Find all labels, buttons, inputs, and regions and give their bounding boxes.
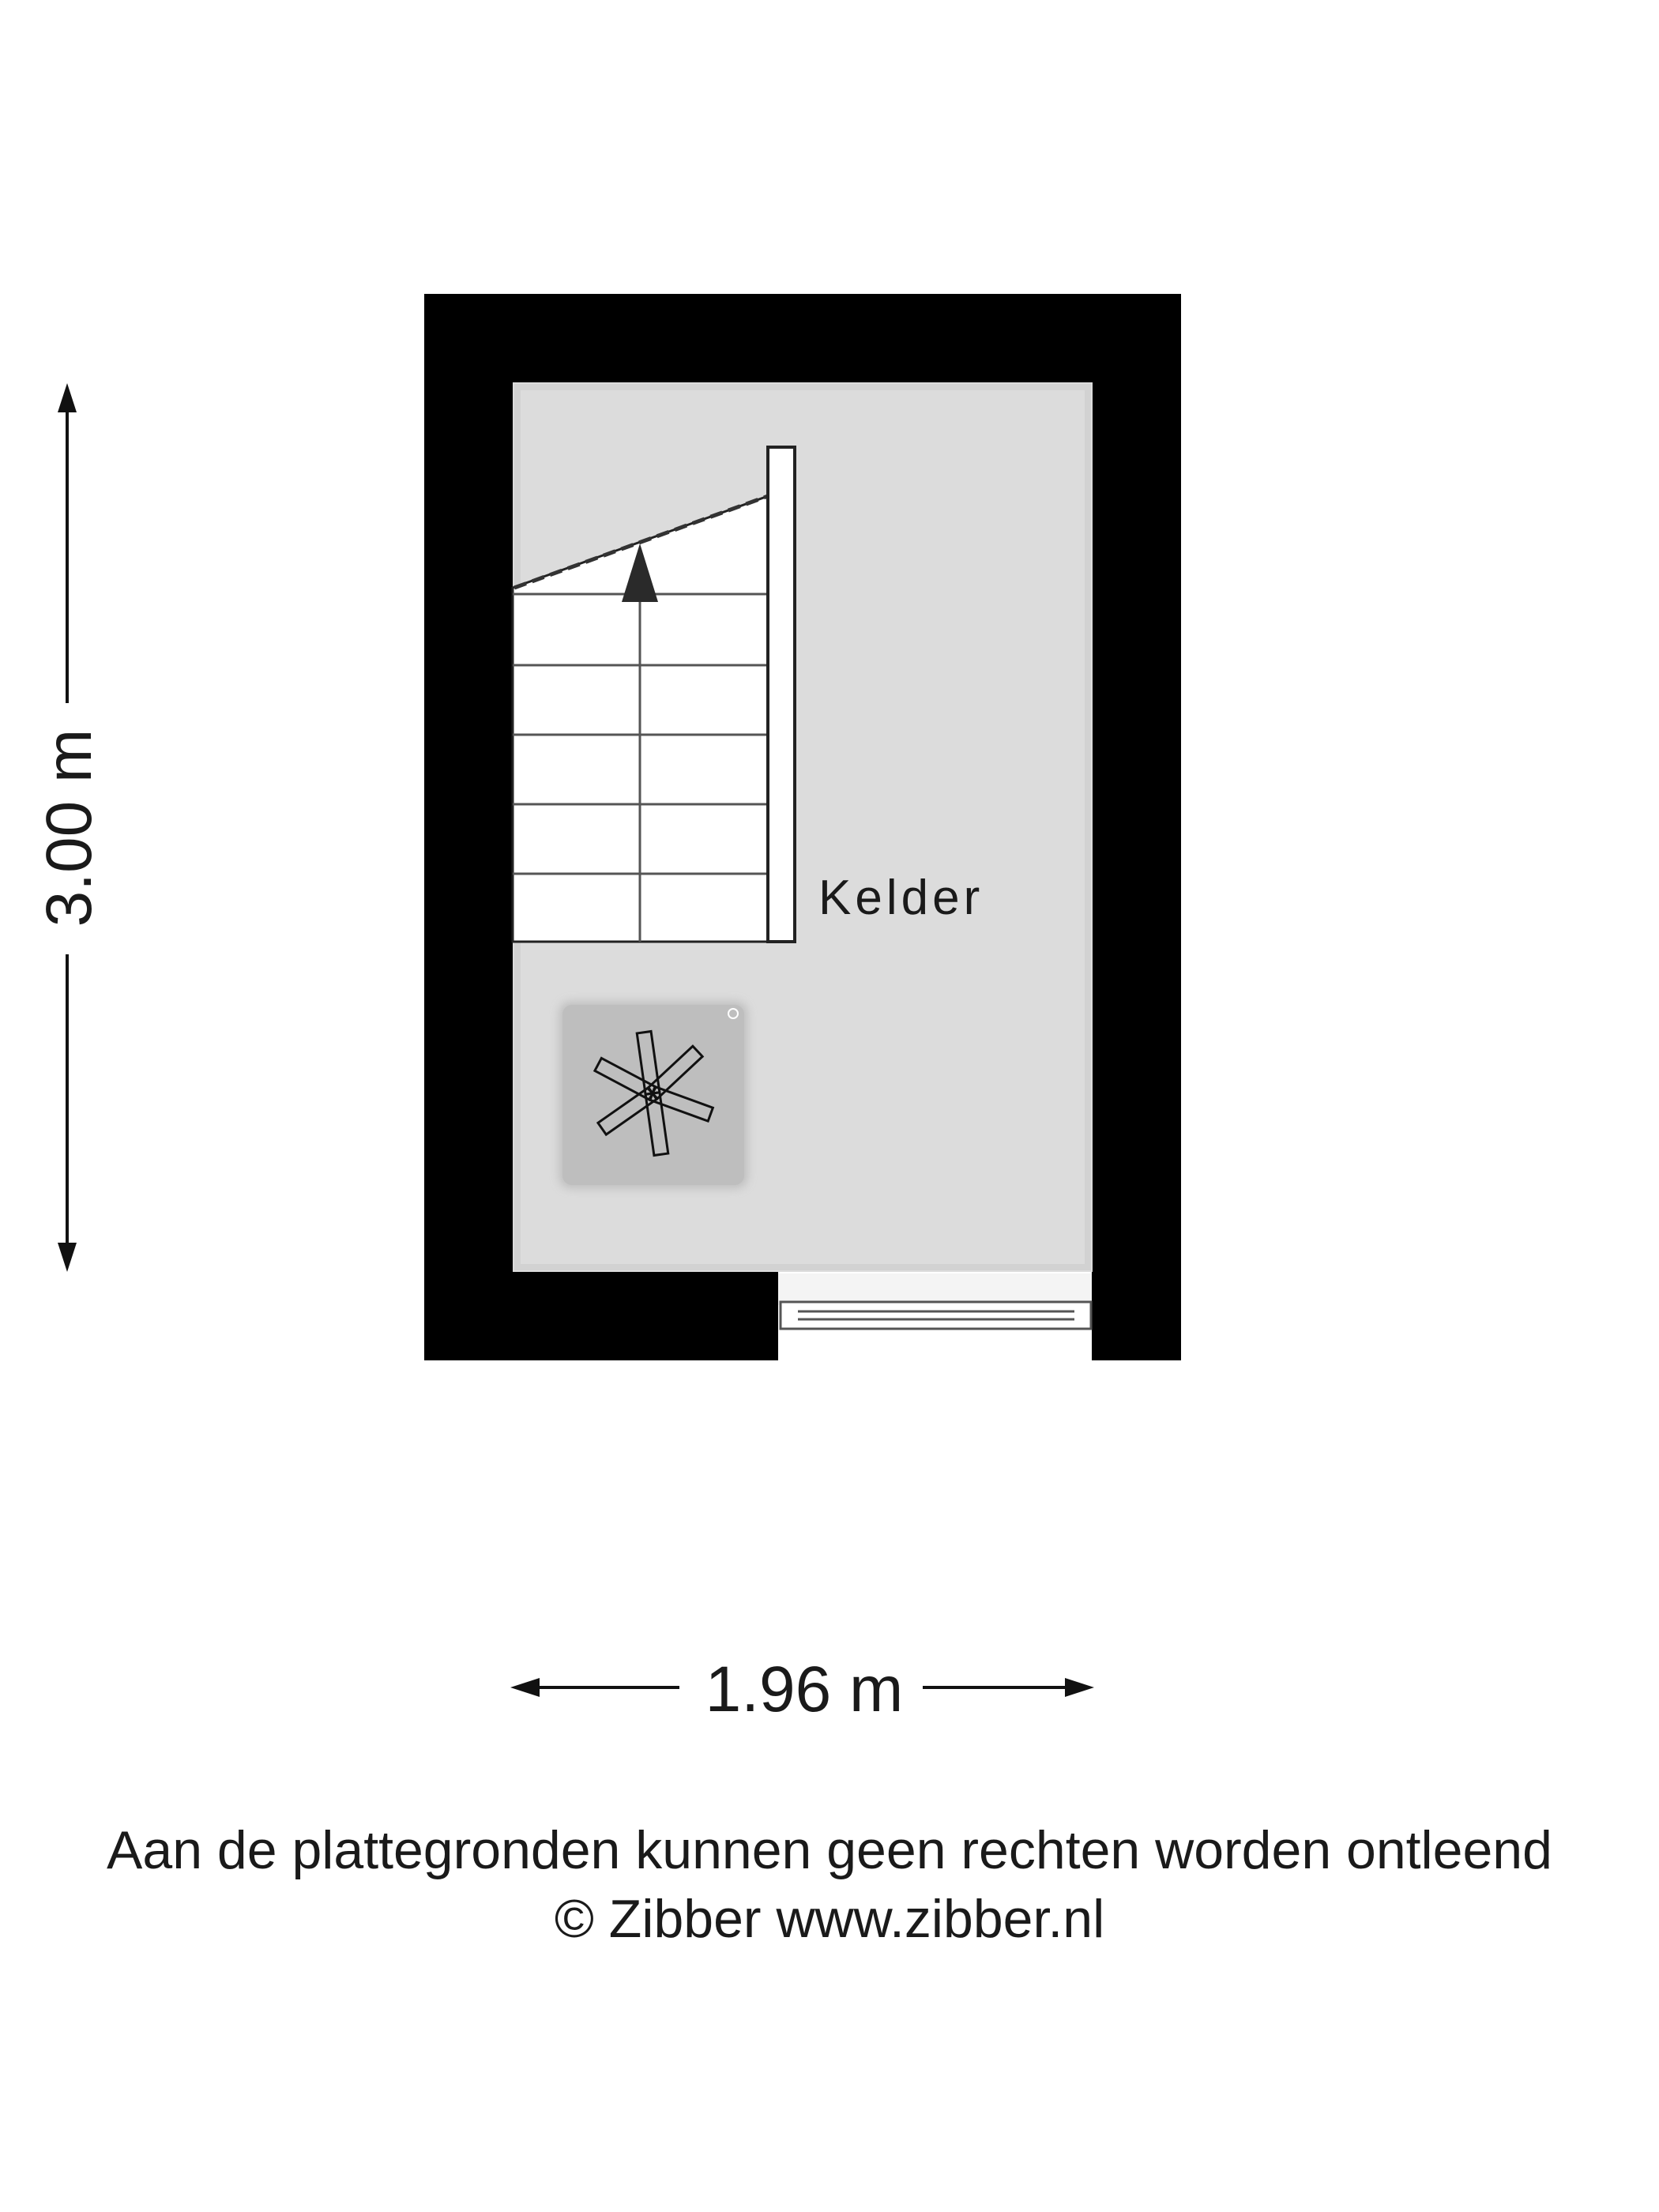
arrow-left-icon [510, 1678, 540, 1697]
stair-railing [768, 447, 795, 942]
copyright-text: © Zibber www.zibber.nl [554, 1889, 1105, 1949]
arrow-up-icon [58, 383, 77, 412]
arrow-down-icon [58, 1243, 77, 1272]
disclaimer-text: Aan de plattegronden kunnen geen rechten worden ontleend [107, 1820, 1552, 1880]
width-dimension-label: 1.96 m [705, 1653, 904, 1725]
arrow-right-icon [1065, 1678, 1094, 1697]
height-dimension [33, 383, 105, 1272]
door-opening [778, 1272, 1092, 1360]
height-dimension-label: 3.00 m [33, 728, 105, 927]
width-dimension [510, 1653, 1094, 1725]
room-label: Kelder [818, 871, 984, 925]
door-threshold [781, 1302, 1091, 1329]
boiler-unit [559, 1002, 747, 1188]
